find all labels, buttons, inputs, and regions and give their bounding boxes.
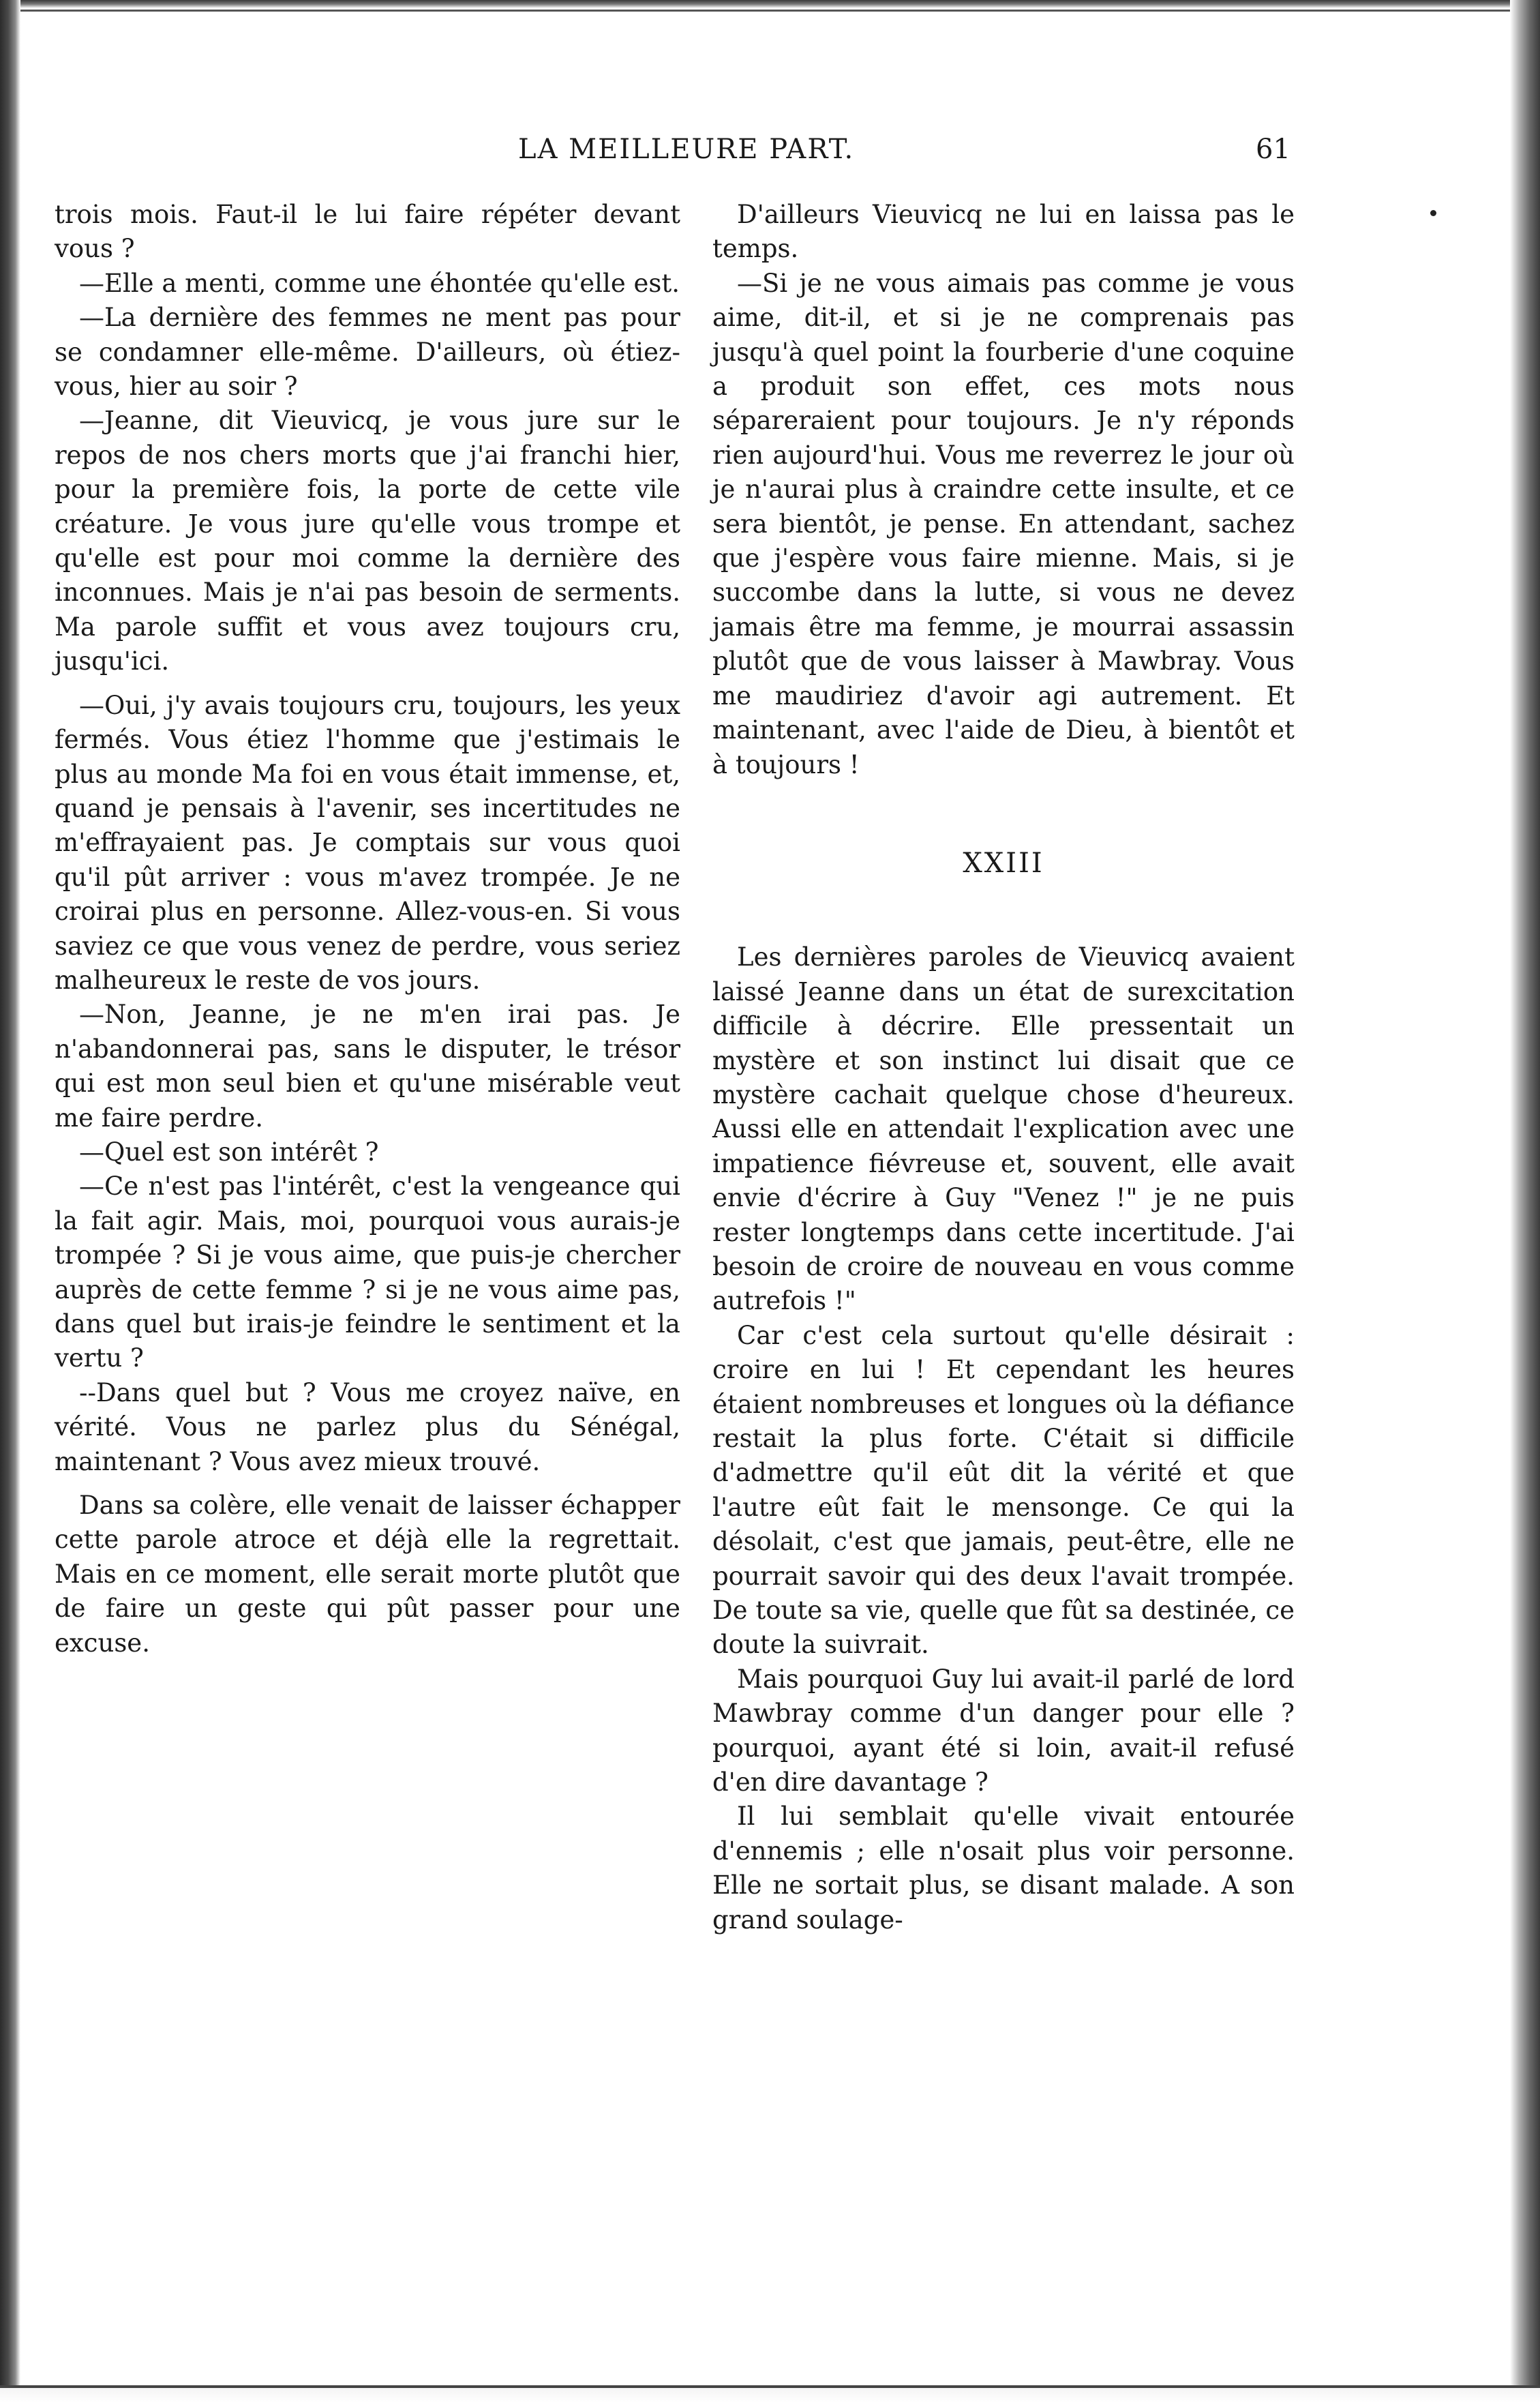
ink-speck <box>1430 210 1436 216</box>
scan-binding-edge <box>0 0 20 2403</box>
paragraph: —Quel est son intérêt ? <box>79 1137 379 1167</box>
paragraph: —Non, Jeanne, je ne m'en irai pas. Je n'abandonnerai pas, sans le disputer, le trésor qui est mon seul bien et qu'une misérable veut me faire perdre. <box>55 1000 680 1133</box>
scan-bottom-edge <box>0 2388 1540 2403</box>
right-text-column <box>712 198 1295 1937</box>
scan-right-edge <box>1510 0 1540 2403</box>
paragraph: —La dernière des femmes ne ment pas pour se condamner elle-même. D'ailleurs, où étiez-vous, hier au soir ? <box>55 303 680 402</box>
paragraph: —Si je ne vous aimais pas comme je vous aime, dit-il, et si je ne comprenais pas jusqu'à quel point la fourberie d'une coquine a produit son effet, ces mots nous sépareraient pour toujours. Je n'y réponds rien aujourd'hui. Vous me reverrez le jour où je n'aurai plus à craindre cette insulte, et ce sera bientôt, je pense. En attendant, sachez que j'espère vous faire mienne. Mais, si je succombe dans la lutte, si vous ne devez jamais être ma femme, je mourrai assassin plutôt que de vous laisser à Mawbray. Vous me maudiriez d'avoir agi autrement. Et maintenant, avec l'aide de Dieu, à bientôt et à toujours ! <box>712 268 1295 779</box>
paragraph: —Oui, j'y avais toujours cru, toujours, les yeux fermés. Vous étiez l'homme que j'estimais le plus au monde Ma foi en vous était immense, et, quand je pensais à l'avenir, ses incertitudes ne m'effrayaient pas. Je comptais sur vous quoi qu'il pût arriver : vous m'avez trompée. Je ne croirai plus en personne. Allez-vous-en. Si vous saviez ce que vous venez de perdre, vous seriez malheureux le reste de vos jours. <box>55 690 680 995</box>
paragraph: Car c'est cela surtout qu'elle désirait : croire en lui ! Et cependant les heures étaient nombreuses et longues où la défiance restait la plus forte. C'était si difficile d'admettre qu'il eût dit la vérité et que l'autre eût fait le mensonge. Ce qui la désolait, c'est que jamais, peut-être, elle ne pourrait savoir qui des deux l'avait trompée. De toute sa vie, quelle que fût sa destinée, ce doute la suivrait. <box>712 1320 1295 1660</box>
paragraph: Mais pourquoi Guy lui avait-il parlé de lord Mawbray comme d'un danger pour elle ? pourquoi, ayant été si loin, avait-il refusé d'en dire davantage ? <box>712 1664 1295 1797</box>
scan-top-rule <box>0 10 1540 12</box>
paragraph: trois mois. Faut-il le lui faire répéter devant vous ? <box>55 200 680 264</box>
paragraph: —Elle a menti, comme une éhontée qu'elle est. <box>79 268 680 298</box>
paragraph: Dans sa colère, elle venait de laisser échapper cette parole atroce et déjà elle la regrettait. Mais en ce moment, elle serait morte plutôt que de faire un geste qui pût passer pour une excuse. <box>55 1491 680 1658</box>
paragraph: --Dans quel but ? Vous me croyez naïve, en vérité. Vous ne parlez plus du Sénégal, maintenant ? Vous avez mieux trouvé. <box>55 1377 680 1476</box>
left-text-column <box>55 198 680 1660</box>
paragraph: D'ailleurs Vieuvicq ne lui en laissa pas le temps. <box>712 200 1295 264</box>
scan-top-edge <box>0 0 1540 8</box>
paragraph: Il lui semblait qu'elle vivait entourée d'ennemis ; elle n'osait plus voir personne. Elle ne sortait plus, se disant malade. A son grand soulage- <box>712 1802 1295 1935</box>
paragraph: Les dernières paroles de Vieuvicq avaient laissé Jeanne dans un état de surexcitation difficile à décrire. Elle pressentait un mystère et son instinct lui disait que ce mystère cachait quelque chose d'heureux. Aussi elle en attendait l'explication avec une impatience fiévreuse et, souvent, elle avait envie d'écrire à Guy "Venez !" je ne puis rester longtemps dans cette incertitude. J'ai besoin de croire de nouveau en vous comme autrefois !" <box>712 942 1295 1316</box>
paragraph: —Jeanne, dit Vieuvicq, je vous jure sur le repos de nos chers morts que j'ai franchi hier, pour la première fois, la porte de cette vile créature. Je vous jure qu'elle vous trompe et qu'elle est pour moi comme la dernière des inconnues. Mais je n'ai pas besoin de serments. Ma parole suffit et vous avez toujours cru, jusqu'ici. <box>55 406 680 676</box>
chapter-heading: XXIII <box>963 847 1044 879</box>
page-number: 61 <box>1256 134 1290 165</box>
paragraph: —Ce n'est pas l'intérêt, c'est la vengeance qui la fait agir. Mais, moi, pourquoi vous aurais-je trompée ? Si je vous aime, que puis-je chercher auprès de cette femme ? si je ne vous aime pas, dans quel but irais-je feindre le sentiment et la vertu ? <box>55 1171 680 1373</box>
running-title: LA MEILLEURE PART. <box>518 134 855 165</box>
